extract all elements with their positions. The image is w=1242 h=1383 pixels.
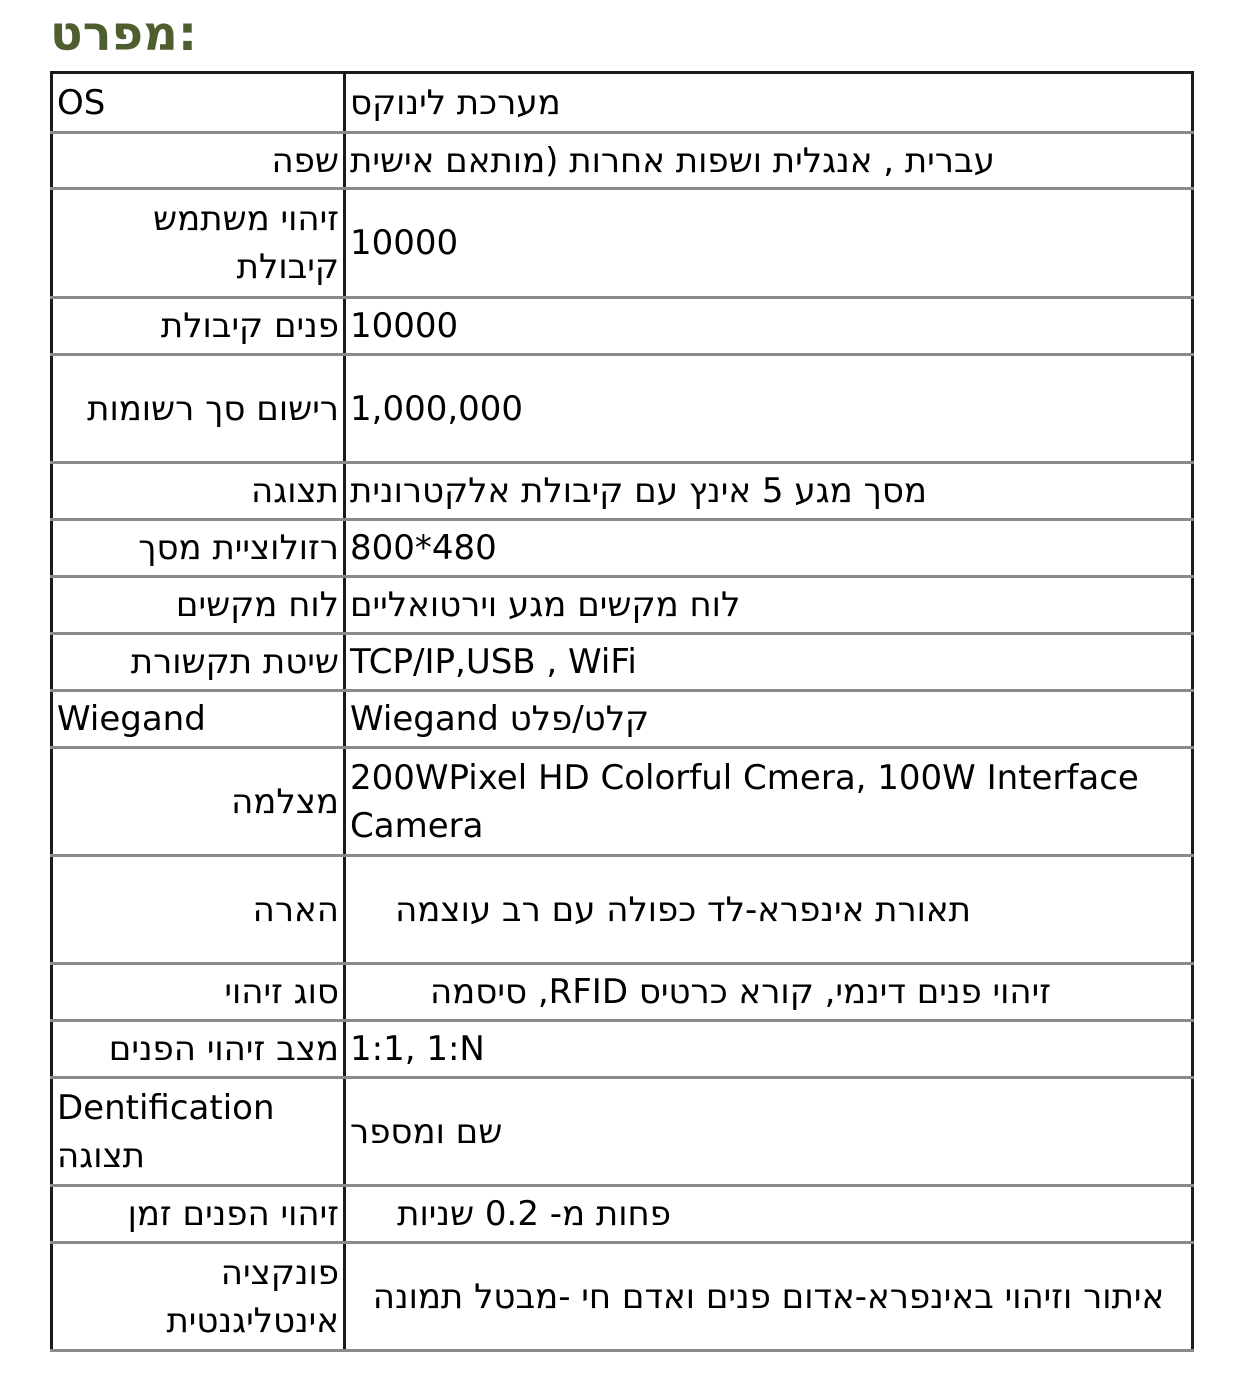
- spec-value: שם ומספר: [345, 1078, 1193, 1186]
- table-row: [52, 856, 1193, 964]
- spec-label: רישום סך רשומות: [52, 355, 345, 463]
- spec-label: OS: [52, 73, 345, 133]
- table-row: [52, 1243, 1193, 1351]
- table-row: [52, 964, 1193, 1021]
- spec-value: 10000: [345, 298, 1193, 355]
- table-row: [52, 463, 1193, 520]
- page-title: מפרט:: [50, 6, 198, 62]
- spec-label: פונקציה אינטליגנטית: [52, 1243, 345, 1351]
- table-row: [52, 1078, 1193, 1186]
- spec-label: Wiegand: [52, 691, 345, 748]
- spec-value: Wiegand קלט/פלט: [345, 691, 1193, 748]
- table-row: [52, 133, 1193, 189]
- table-row: [52, 298, 1193, 355]
- spec-value: 800*480: [345, 520, 1193, 577]
- spec-label: זיהוי הפנים זמן: [52, 1186, 345, 1243]
- spec-label: מצלמה: [52, 748, 345, 856]
- spec-label: רזולוציית מסך: [52, 520, 345, 577]
- table-row: [52, 1021, 1193, 1078]
- spec-value: TCP/IP,USB , WiFi: [345, 634, 1193, 691]
- spec-label: מצב זיהוי הפנים: [52, 1021, 345, 1078]
- spec-value: תאורת אינפרא-לד כפולה עם רב עוצמה: [345, 856, 1193, 964]
- spec-label: שפה: [52, 133, 345, 189]
- table-row: [52, 577, 1193, 634]
- spec-value: פחות מ- 0.2 שניות: [345, 1186, 1193, 1243]
- spec-value: איתור וזיהוי באינפרא-אדום פנים ואדם חי -מבטל תמונה: [345, 1243, 1193, 1351]
- spec-table: [50, 71, 1194, 1352]
- spec-value: לוח מקשים מגע וירטואליים: [345, 577, 1193, 634]
- spec-value: עברית , אנגלית ושפות אחרות (מותאם אישית: [345, 133, 1193, 189]
- spec-value: זיהוי פנים דינמי, קורא כרטיס RFID, סיסמה: [345, 964, 1193, 1021]
- spec-value: 200WPixel HD Colorful Cmera, 100W Interface Camera: [345, 748, 1193, 856]
- table-row: [52, 634, 1193, 691]
- spec-value: מסך מגע 5 אינץ עם קיבולת אלקטרונית: [345, 463, 1193, 520]
- spec-label: תצוגה: [52, 463, 345, 520]
- spec-value: מערכת לינוקס: [345, 73, 1193, 133]
- spec-label: פנים קיבולת: [52, 298, 345, 355]
- spec-value: 1:1, 1:N: [345, 1021, 1193, 1078]
- table-row: [52, 1186, 1193, 1243]
- table-row: [52, 691, 1193, 748]
- table-row: [52, 355, 1193, 463]
- spec-value: 1,000,000: [345, 355, 1193, 463]
- spec-label: לוח מקשים: [52, 577, 345, 634]
- table-row: [52, 520, 1193, 577]
- spec-label: זיהוי משתמש קיבולת: [52, 189, 345, 298]
- table-row: [52, 189, 1193, 298]
- table-row: [52, 748, 1193, 856]
- spec-label: שיטת תקשורת: [52, 634, 345, 691]
- spec-label: הארה: [52, 856, 345, 964]
- spec-label: Dentification תצוגה: [52, 1078, 345, 1186]
- table-row: [52, 73, 1193, 133]
- spec-label: סוג זיהוי: [52, 964, 345, 1021]
- spec-value: 10000: [345, 189, 1193, 298]
